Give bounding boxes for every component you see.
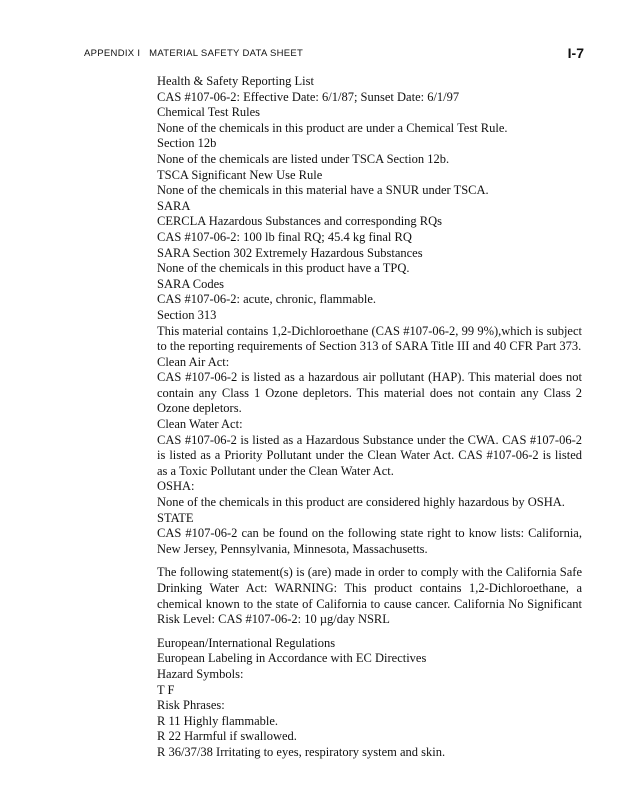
body-line: None of the chemicals in this material have a SNUR under TSCA. [157, 183, 489, 198]
osha-paragraph: None of the chemicals in this product are considered highly hazardous by OSHA. [157, 495, 565, 510]
european-line: R 11 Highly flammable. [157, 713, 279, 728]
european-line: R 36/37/38 Irritating to eyes, respiratory system and skin. [157, 744, 446, 759]
page-number: I-7 [567, 45, 584, 61]
body-line: Section 12b [157, 136, 217, 151]
body-line: CAS #107-06-2: acute, chronic, flammable. [157, 292, 377, 307]
state-heading: STATE [157, 510, 194, 525]
document-body [157, 74, 582, 761]
body-line: TSCA Significant New Use Rule [157, 167, 323, 182]
section-313-paragraph: This material contains 1,2-Dichloroethane (CAS #107-06-2, 99 9%),which is subject to the reporting requirements of Section 313 of SARA Title III and 40 CFR Part 373. [157, 323, 582, 354]
state-paragraph: CAS #107-06-2 can be found on the following state right to know lists: California, New Jersey, Pennsylvania, Minnesota, Massachusetts. [157, 526, 582, 556]
european-line: Risk Phrases: [157, 698, 225, 713]
european-line: European Labeling in Accordance with EC Directives [157, 651, 427, 666]
european-line: T F [157, 682, 175, 697]
body-line: None of the chemicals are listed under TSCA Section 12b. [157, 151, 450, 166]
body-line: None of the chemicals in this product have a TPQ. [157, 261, 410, 276]
clean-water-heading: Clean Water Act: [157, 417, 243, 432]
body-line: Health & Safety Reporting List [157, 74, 314, 88]
body-line: SARA [157, 198, 191, 213]
clean-air-paragraph: CAS #107-06-2 is listed as a hazardous air pollutant (HAP). This material does not contain any Class 1 Ozone depletors. This material does not contain any Class 2 Ozone depletors. [157, 370, 582, 416]
prop65-paragraph: The following statement(s) is (are) made in order to comply with the California Safe Drinking Water Act: WARNING: This product contains 1,2-Dichloroethane, a chemical known to the state of California to cause cancer. California No Significant Risk Level: CAS #107-06-2: 10 µg/day NSRL [157, 565, 582, 627]
clean-water-paragraph: CAS #107-06-2 is listed as a Hazardous Substance under the CWA. CAS #107-06-2 is listed as a Priority Pollutant under the Clean Water Act. CAS #107-06-2 is listed as a Toxic Pollutant under the Clean Water Act. [157, 432, 582, 478]
header-title: APPENDIX I MATERIAL SAFETY DATA SHEET [84, 48, 304, 59]
body-line: CAS #107-06-2: Effective Date: 6/1/87; Sunset Date: 6/1/97 [157, 89, 460, 104]
body-line: CERCLA Hazardous Substances and corresponding RQs [157, 214, 443, 229]
european-line: R 22 Harmful if swallowed. [157, 729, 297, 744]
body-line: SARA Codes [157, 276, 225, 291]
body-line: None of the chemicals in this product are under a Chemical Test Rule. [157, 120, 508, 135]
body-line: Chemical Test Rules [157, 105, 261, 120]
european-line: European/International Regulations [157, 635, 336, 650]
body-line: Section 313 [157, 307, 217, 322]
clean-air-heading: Clean Air Act: [157, 354, 230, 369]
european-line: Hazard Symbols: [157, 666, 244, 681]
osha-heading: OSHA: [157, 479, 195, 494]
body-line: CAS #107-06-2: 100 lb final RQ; 45.4 kg final RQ [157, 229, 412, 244]
running-header [84, 45, 584, 65]
body-line: SARA Section 302 Extremely Hazardous Substances [157, 245, 423, 260]
